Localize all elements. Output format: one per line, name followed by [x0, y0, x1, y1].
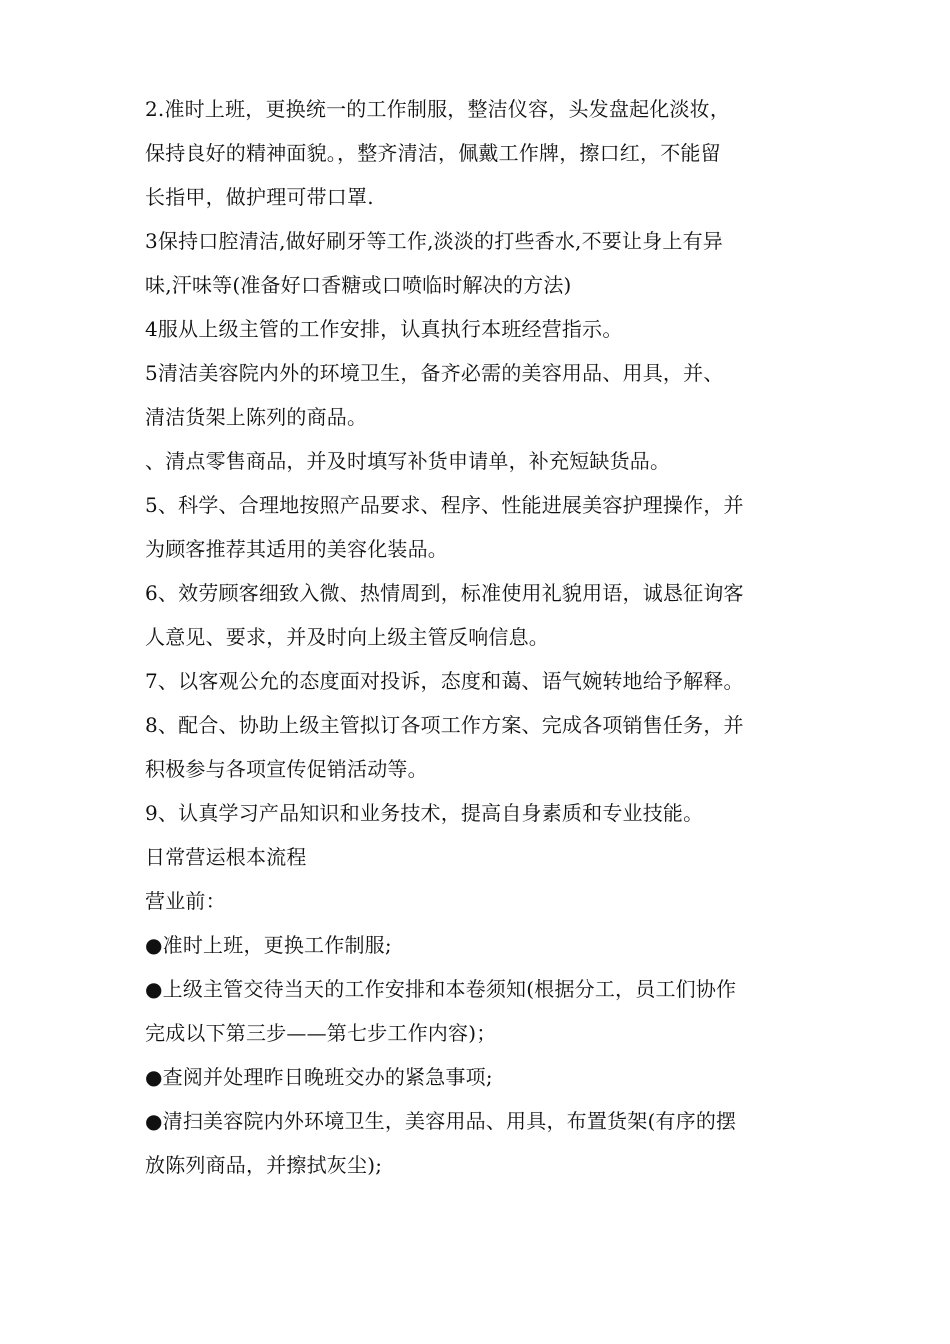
text-line: 长指甲，做护理可带口罩. — [145, 185, 374, 209]
bullet-item: ●上级主管交待当天的工作安排和本卷须知(根据分工，员工们协作 — [145, 977, 737, 1001]
text-line: 、清点零售商品，并及时填写补货申请单，补充短缺货品。 — [145, 449, 671, 473]
bullet-item: ●查阅并处理昨日晚班交办的紧急事项; — [145, 1065, 493, 1089]
text-line: 5、科学、合理地按照产品要求、程序、性能进展美容护理操作，并 — [145, 493, 744, 517]
text-line: 清洁货架上陈列的商品。 — [145, 405, 368, 429]
text-line: 7、以客观公允的态度面对投诉，态度和蔼、语气婉转地给予解释。 — [145, 669, 744, 693]
text-line: 9、认真学习产品知识和业务技术，提高自身素质和专业技能。 — [145, 801, 704, 825]
bullet-item: ●清扫美容院内外环境卫生，美容用品、用具，布置货架(有序的摆 — [145, 1109, 737, 1133]
text-line: 6、效劳顾客细致入微、热情周到，标准使用礼貌用语，诚恳征询客 — [145, 581, 744, 605]
text-line: 保持良好的精神面貌。，整齐清洁，佩戴工作牌，擦口红，不能留 — [145, 141, 721, 165]
text-line: 5清洁美容院内外的环境卫生，备齐必需的美容用品、用具，并、 — [145, 361, 724, 385]
text-line: 完成以下第三步——第七步工作内容)； — [145, 1021, 497, 1045]
text-line: 积极参与各项宣传促销活动等。 — [145, 757, 428, 781]
bullet-item: ●准时上班，更换工作制服; — [145, 933, 392, 957]
text-line: 8、配合、协助上级主管拟订各项工作方案、完成各项销售任务，并 — [145, 713, 744, 737]
subsection-heading: 营业前： — [145, 889, 226, 913]
document-body — [145, 87, 825, 1187]
section-heading: 日常营运根本流程 — [145, 845, 307, 869]
text-line: 为顾客推荐其适用的美容化装品。 — [145, 537, 448, 561]
text-line: 4服从上级主管的工作安排，认真执行本班经营指示。 — [145, 317, 623, 341]
text-line: 2.准时上班，更换统一的工作制服，整洁仪容，头发盘起化淡妆， — [145, 97, 731, 121]
text-line: 人意见、要求，并及时向上级主管反响信息。 — [145, 625, 549, 649]
text-line: 味,汗味等(准备好口香糖或口喷临时解决的方法) — [145, 273, 572, 297]
text-line: 3保持口腔清洁,做好刷牙等工作,淡淡的打些香水,不要让身上有异 — [145, 229, 723, 253]
text-line: 放陈列商品，并擦拭灰尘); — [145, 1153, 383, 1177]
